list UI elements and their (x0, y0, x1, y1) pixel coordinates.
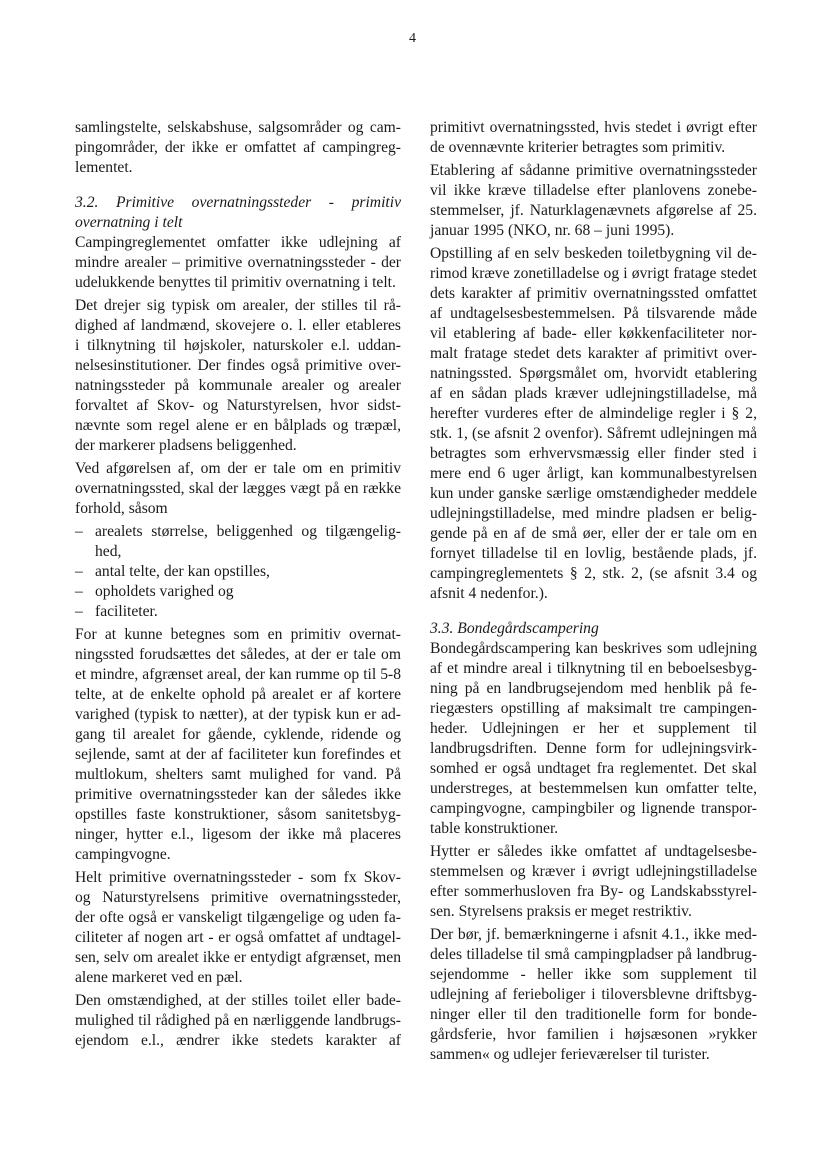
text-line: Opstilling af en selv beskeden toiletbygning vil de- (430, 245, 757, 262)
text-line: Bondegårdscampering kan beskrives som udlejning (430, 640, 757, 657)
paragraph (75, 233, 401, 293)
text-line: deles tilladelse til små campingpladser på landbrug- (430, 946, 757, 963)
text-line: kun under ganske særlige omstændigheder meddele (430, 485, 757, 502)
text-line: Det drejer sig typisk om arealer, der stilles til rå- (75, 297, 401, 314)
text-line: For at kunne betegnes som en primitiv overnat- (75, 626, 401, 643)
text-line: dets karakter af primitiv overnatningssted omfattet (430, 285, 757, 302)
text-line: sejendomme - heller ikke som supplement til (430, 966, 757, 983)
dash-bullet-icon: – (75, 563, 83, 580)
text-line: multlokum, shelters samt mulighed for vand. På (75, 766, 401, 783)
text-line: 3.2. Primitive overnatningssteder - primitiv (75, 194, 401, 211)
list-item (75, 562, 401, 582)
text-line: ejendom e.l., ændrer ikke stedets karakter af (75, 1032, 401, 1049)
text-line: udelukkende benyttes til primitiv overnatning i telt. (75, 274, 396, 291)
paragraph (75, 625, 401, 865)
text-line: Helt primitive overnatningssteder - som fx Skov- (75, 869, 401, 886)
text-line: sammen« og udlejer ferieværelser til turister. (430, 1046, 710, 1063)
text-line: heder. Udlejningen er her et supplement til (430, 720, 757, 737)
text-line: Hytter er således ikke omfattet af undtagelsesbe- (430, 843, 757, 860)
text-line: januar 1995 (NKO, nr. 68 – juni 1995). (430, 222, 675, 239)
text-line: der markerer pladsens beliggenhed. (75, 437, 297, 454)
text-line: fornyet tilladelse til en lovlig, bestående plads, jf. (430, 545, 757, 562)
text-line: dighed af landmænd, skovejere o. l. eller etableres (75, 317, 401, 334)
text-line: alene markeret ved en pæl. (75, 969, 243, 986)
dash-bullet-icon: – (75, 583, 83, 600)
text-line: campingvogne. (75, 846, 171, 863)
text-line: overnatning i telt (75, 214, 183, 231)
text-line: arealets størrelse, beliggenhed og tilgængelig- (95, 523, 401, 540)
section-heading (75, 193, 401, 233)
text-line: efter sommerhusloven fra By- og Landskabsstyrel- (430, 883, 757, 900)
left-column (75, 118, 401, 1054)
text-line: table konstruktioner. (430, 820, 559, 837)
text-line: gende på en af de små øer, eller der er tale om en (430, 525, 757, 542)
dash-bullet-icon: – (75, 603, 83, 620)
text-line: primitive overnatningssteder kan der således ikke (75, 786, 401, 803)
text-line: stk. 1, (se afsnit 2 ovenfor). Såfremt udlejningen må (430, 425, 757, 442)
text-line: vil ikke kræve tilladelse efter planlovens zonebe- (430, 182, 757, 199)
text-line: Ved afgørelsen af, om der er tale om en primitiv (75, 460, 401, 477)
text-line: samlingstelte, selskabshuse, salgsområder og cam- (75, 119, 401, 136)
text-line: opstilles faste konstruktioner, såsom sanitetsbyg- (75, 806, 401, 823)
text-line: opholdets varighed og (95, 583, 234, 600)
text-line: ning på en landbrugsejendom med henblik på fe- (430, 680, 757, 697)
text-line: stemmelsen og kræver i øvrigt udlejningstilladelse (430, 863, 757, 880)
text-line: varighed (typisk to nætter), at der typisk kun er ad- (75, 706, 401, 723)
paragraph (430, 639, 757, 839)
text-line: mere end 6 uger årligt, kan kommunalbestyrelsen (430, 465, 757, 482)
text-line: herefter vurderes efter de almindelige regler i § 2, (430, 405, 757, 422)
text-line: forhold, såsom (75, 500, 168, 517)
text-line: sen. Styrelsens praksis er meget restriktiv. (430, 903, 692, 920)
text-line: hed, (95, 543, 122, 560)
paragraph (430, 925, 757, 1065)
text-line: mindre arealer – primitive overnatningssteder - der (75, 254, 401, 271)
text-line: afsnit 4 nedenfor.). (430, 585, 548, 602)
text-line: vil etablering af bade- eller køkkenfaciliteter nor- (430, 325, 757, 342)
text-line: af en sådan plads kræver udlejningstilladelse, må (430, 385, 757, 402)
text-line: i tilknytning til højskoler, naturskoler e.l. uddan- (75, 337, 401, 354)
text-line: udlejning af ferieboliger i tiloversblevne driftsbyg- (430, 986, 757, 1003)
right-column (430, 118, 757, 1068)
paragraph (75, 459, 401, 519)
text-line: ninger eller til den traditionelle form for bonde- (430, 1006, 757, 1023)
paragraph (75, 868, 401, 988)
paragraph (430, 118, 757, 158)
text-line: de ovennævnte kriterier betragtes som primitiv. (430, 139, 726, 156)
list-item (75, 582, 401, 602)
text-line: 3.3. Bondegårdscampering (430, 620, 599, 637)
text-line: antal telte, der kan opstilles, (95, 563, 270, 580)
text-line: Campingreglementet omfatter ikke udlejning af (75, 234, 401, 251)
text-line: ciliteter af nogen art - er også omfattet af undtagel- (75, 929, 401, 946)
text-line: udlejningstilladelse, med mindre pladsen er belig- (430, 505, 757, 522)
text-line: malt fratage stedet dets karakter af primitivt over- (430, 345, 757, 362)
text-line: pingområder, der ikke er omfattet af campingreg- (75, 139, 401, 156)
text-line: primitivt overnatningssted, hvis stedet i øvrigt efter (430, 119, 757, 136)
list-item (75, 602, 401, 622)
text-line: stemmelser, jf. Naturklagenævnets afgørelse af 25. (430, 202, 757, 219)
text-line: sejlende, samt at der af faciliteter kun forefindes et (75, 746, 401, 763)
text-line: landbrugsdriften. Denne form for udlejningsvirk- (430, 740, 757, 757)
text-line: overnatningssted, skal der lægges vægt på en række (75, 480, 401, 497)
text-line: Etablering af sådanne primitive overnatningssteder (430, 162, 757, 179)
text-line: nævnte som regel alene er en bålplads og træpæl, (75, 417, 401, 434)
text-line: gårdsferie, hvor familien i højsæsonen »rykker (430, 1026, 757, 1043)
text-line: natningssted. Spørgsmålet om, hvorvidt etablering (430, 365, 757, 382)
text-line: campingreglementets § 2, stk. 2, (se afsnit 3.4 og (430, 565, 757, 582)
paragraph (430, 244, 757, 604)
paragraph (430, 161, 757, 241)
text-line: og Naturstyrelsens primitive overnatningssteder, (75, 889, 401, 906)
text-line: natningssteder på kommunale arealer og arealer (75, 377, 401, 394)
text-line: af et mindre areal i tilknytning til en beboelsesbyg- (430, 660, 757, 677)
list-item (75, 522, 401, 562)
text-line: sen, selv om arealet ikke er entydigt afgrænset, men (75, 949, 401, 966)
dash-bullet-icon: – (75, 523, 83, 540)
text-line: Der bør, jf. bemærkningerne i afsnit 4.1., ikke med- (430, 926, 757, 943)
text-line: ningssted forudsættes det således, at der er tale om (75, 646, 401, 663)
text-line: betragtes som erhvervsmæssig eller finder sted i (430, 445, 757, 462)
paragraph (430, 842, 757, 922)
text-line: forvaltet af Skov- og Naturstyrelsen, hvor sidst- (75, 397, 401, 414)
text-line: ninger, hytter e.l., ligesom der ikke må placeres (75, 826, 401, 843)
text-line: faciliteter. (95, 603, 158, 620)
text-line: gang til arealet for gående, cyklende, ridende og (75, 726, 401, 743)
text-line: af undtagelsesbestemmelsen. På tilsvarende måde (430, 305, 757, 322)
text-line: lementet. (75, 159, 133, 176)
text-line: rimod kræve zonetilladelse og i øvrigt fratage stedet (430, 265, 757, 282)
text-line: mulighed til rådighed på en nærliggende landbrugs- (75, 1012, 401, 1029)
text-line: riegæsters opstilling af maksimalt tre campingen- (430, 700, 757, 717)
paragraph (75, 296, 401, 456)
paragraph (75, 118, 401, 178)
paragraph (75, 991, 401, 1051)
text-line: understreges, at bestemmelsen kun omfatter telte, (430, 780, 757, 797)
text-line: et mindre, afgrænset areal, der kan rumme op til 5-8 (75, 666, 401, 683)
text-line: somhed er også undtaget fra reglementet. Det skal (430, 760, 757, 777)
section-heading (430, 619, 757, 639)
text-line: campingvogne, campingbiler og lignende transpor- (430, 800, 757, 817)
text-line: Den omstændighed, at der stilles toilet eller bade- (75, 992, 401, 1009)
text-line: telte, at de enkelte ophold på arealet er af kortere (75, 686, 401, 703)
text-line: nelsesinstitutioner. Der findes også primitive over- (75, 357, 401, 374)
page-number: 4 (409, 31, 416, 46)
bullet-list (75, 522, 401, 622)
text-line: der ofte også er vanskeligt tilgængelige og uden fa- (75, 909, 401, 926)
